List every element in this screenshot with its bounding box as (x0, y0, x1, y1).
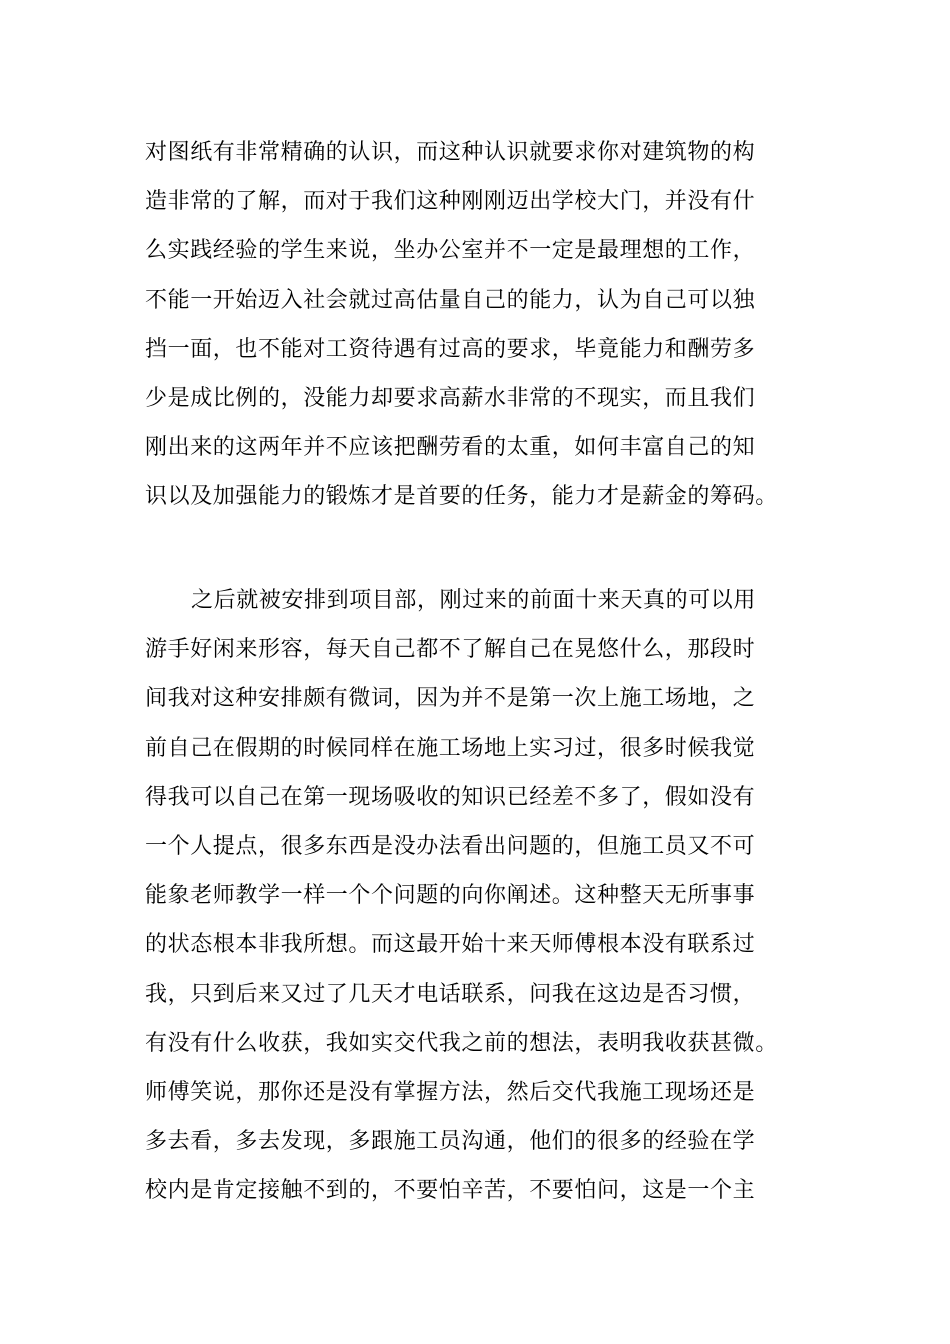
text-line: 挡一面，也不能对工资待遇有过高的要求，毕竟能力和酬劳多 (145, 336, 756, 362)
text-line: 刚出来的这两年并不应该把酬劳看的太重，如何丰富自己的知 (145, 435, 756, 461)
text-line: 识以及加强能力的锻炼才是首要的任务，能力才是薪金的筹码。 (145, 484, 778, 510)
text-line: 前自己在假期的时候同样在施工场地上实习过，很多时候我觉 (145, 735, 756, 761)
text-line: 有没有什么收获，我如实交代我之前的想法，表明我收获甚微。 (145, 1030, 778, 1056)
text-line: 能象老师教学一样一个个问题的向你阐述。这种整天无所事事 (145, 883, 756, 909)
paragraph-2 (145, 576, 845, 1215)
text-line: 我，只到后来又过了几天才电话联系，问我在这边是否习惯， (145, 981, 756, 1007)
text-line-indented: 之后就被安排到项目部，刚过来的前面十来天真的可以用 (191, 588, 757, 613)
text-line: 校内是肯定接触不到的，不要怕辛苦，不要怕问，这是一个主 (145, 1178, 756, 1204)
text-line: 师傅笑说，那你还是没有掌握方法，然后交代我施工现场还是 (145, 1079, 756, 1105)
text-line: 造非常的了解，而对于我们这种刚刚迈出学校大门，并没有什 (145, 189, 756, 215)
text-line: 多去看，多去发现，多跟施工员沟通，他们的很多的经验在学 (145, 1129, 756, 1155)
text-line: 间我对这种安排颇有微词，因为并不是第一次上施工场地，之 (145, 686, 756, 712)
text-line: 的状态根本非我所想。而这最开始十来天师傅根本没有联系过 (145, 932, 756, 958)
paragraph-1 (145, 128, 845, 522)
text-line: 少是成比例的，没能力却要求高薪水非常的不现实，而且我们 (145, 385, 756, 411)
text-line: 不能一开始迈入社会就过高估量自己的能力，认为自己可以独 (145, 287, 756, 313)
text-line: 么实践经验的学生来说，坐办公室并不一定是最理想的工作， (145, 238, 756, 264)
text-line: 游手好闲来形容，每天自己都不了解自己在晃悠什么，那段时 (145, 637, 756, 663)
text-line: 一个人提点，很多东西是没办法看出问题的，但施工员又不可 (145, 833, 756, 859)
text-line: 对图纸有非常精确的认识，而这种认识就要求你对建筑物的构 (145, 140, 756, 165)
text-line: 得我可以自己在第一现场吸收的知识已经差不多了，假如没有 (145, 784, 756, 810)
